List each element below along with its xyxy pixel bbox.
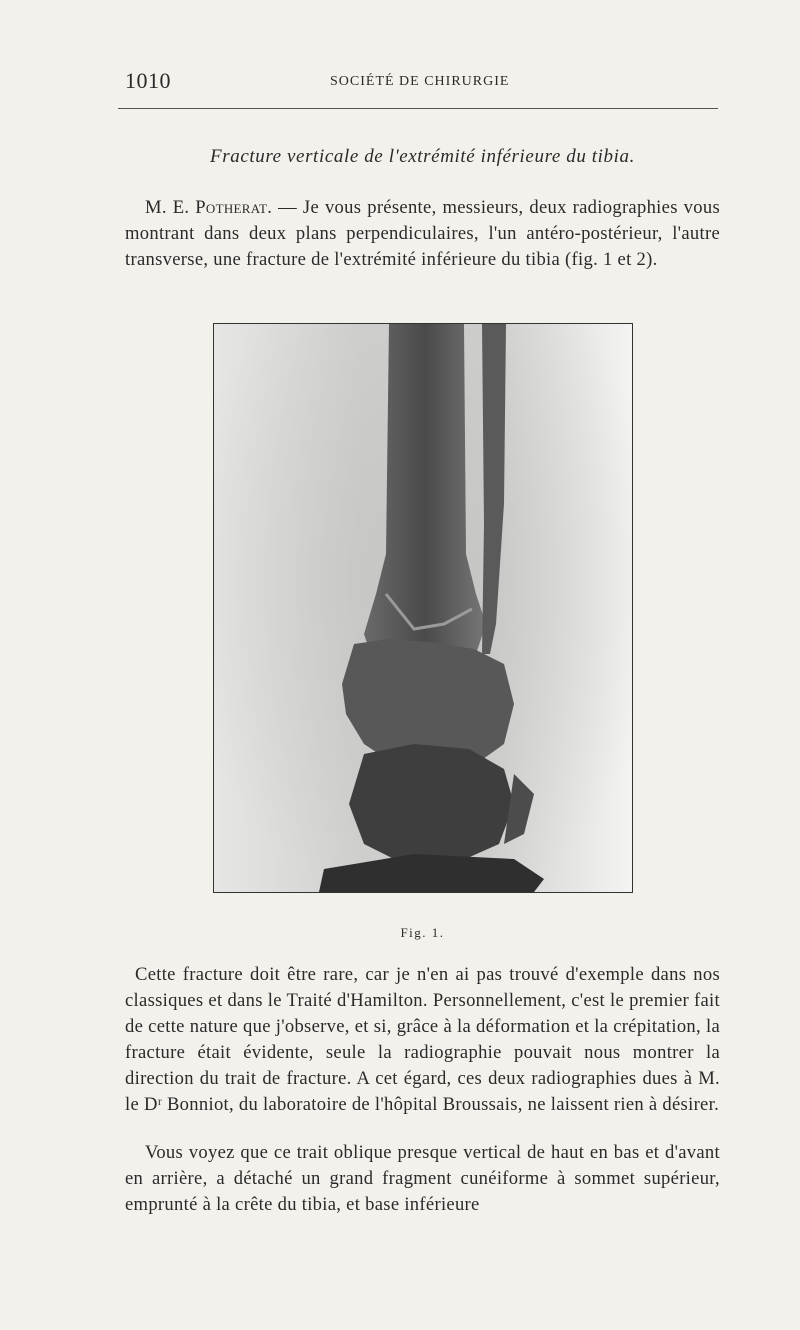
author-name: M. E. Potherat. [145, 197, 273, 218]
figure-caption: Fig. 1. [400, 925, 445, 940]
radiograph-figure [213, 323, 633, 893]
page-header [125, 68, 720, 98]
paragraph-body-1: Cette fracture doit être rare, car je n'en ai pas trouvé d'exemple dans nos classiques et dans le Traité d'Hamilton. Personnellement, c'est le premier fait de cette nature que j'observe, et si, grâce à la déformation et la crépitation, la fracture était évidente, seule la radiographie pouvait nous montrer la direction du trait de fracture. A cet égard, ces deux radiographies dues à M. le Dʳ Bonniot, du laboratoire de l'hôpital Broussais, ne laissent rien à désirer. [125, 964, 720, 1115]
section-title: Fracture verticale de l'extrémité inférieure du tibia. [210, 146, 635, 167]
paragraph-body-2: Vous voyez que ce trait oblique presque vertical de haut en bas et d'avant en arrière, a détaché un grand fragment cunéiforme à sommet supérieur, emprunté à la crête du tibia, et base inférieure [125, 1142, 720, 1215]
radiograph-image [214, 324, 632, 892]
paragraph-intro-text: — Je vous présente, messieurs, deux radiographies vous montrant dans deux plans perpendiculaires, l'un antéro-postérieur, l'autre transverse, une fracture de l'extrémité inférieure du tibia (fig. 1 et 2). [125, 197, 720, 270]
paragraph-intro [125, 195, 720, 273]
header-rule [118, 108, 718, 109]
page-number: 1010 [125, 68, 171, 93]
running-title: SOCIÉTÉ DE CHIRURGIE [330, 74, 510, 89]
